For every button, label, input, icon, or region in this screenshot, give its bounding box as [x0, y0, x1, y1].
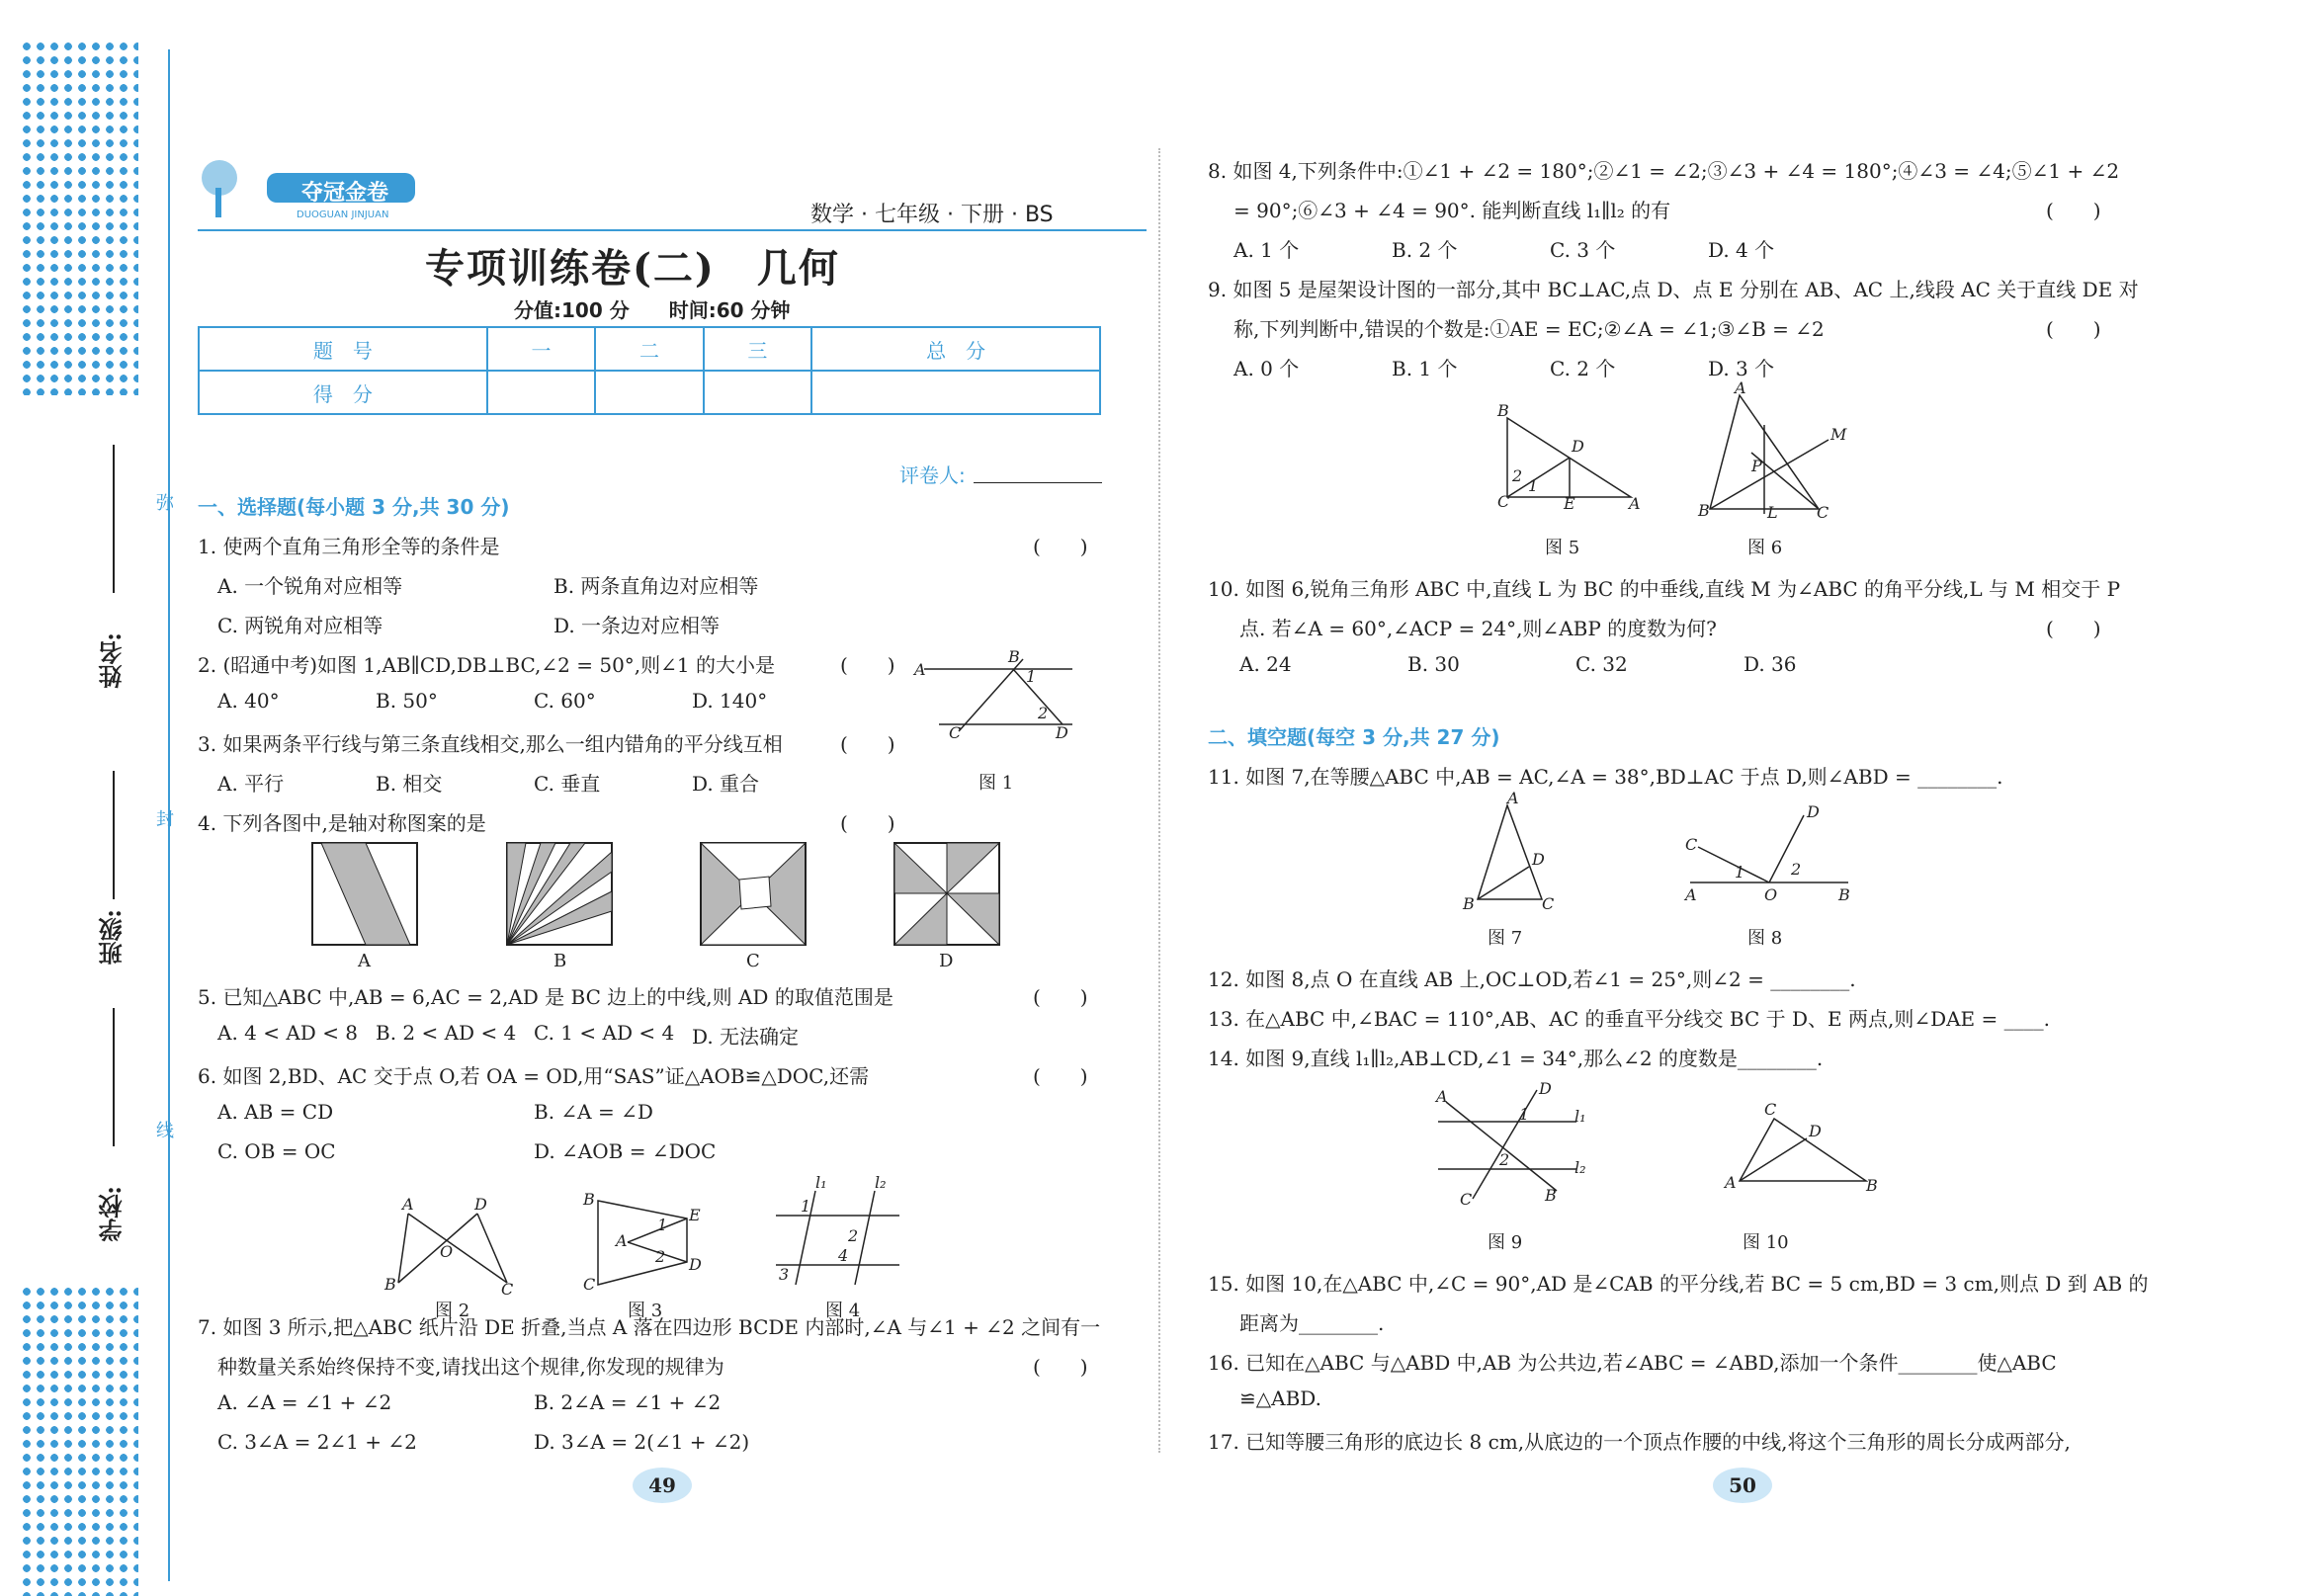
section-choice-title: 一、选择题(每小题 3 分,共 30 分)	[198, 495, 510, 519]
q5-option-b: B. 2 < AD < 4	[376, 1021, 517, 1045]
svg-text:B: B	[1497, 401, 1509, 420]
seal-mark-2: 封	[156, 809, 174, 830]
svg-text:C: C	[1685, 835, 1698, 854]
score-cell[interactable]	[595, 371, 703, 414]
svg-text:C: C	[1817, 503, 1829, 522]
svg-text:A: A	[1436, 1087, 1448, 1106]
figure-6-diagram	[1690, 378, 1847, 522]
svg-text:4: 4	[838, 1246, 849, 1265]
svg-text:B: B	[583, 1190, 595, 1209]
class-label: 班级:	[98, 909, 127, 966]
q3-option-a: A. 平行	[217, 772, 285, 796]
question-9: 9. 如图 5 是屋架设计图的一部分,其中 BC⊥AC,点 D、点 E 分别在 AB、AC 上,线段 AC 关于直线 DE 对	[1208, 278, 2139, 301]
q8-option-b: B. 2 个	[1392, 238, 1458, 262]
question-15-cont: 距离为________.	[1239, 1311, 1385, 1335]
score-row-label: 得 分	[199, 371, 487, 414]
svg-text:B: B	[1866, 1176, 1878, 1195]
svg-text:C: C	[1497, 492, 1510, 511]
q4-label-c: C	[746, 951, 760, 971]
grader-line	[974, 482, 1102, 483]
score-cell[interactable]	[811, 371, 1100, 414]
answer-paren-8: ( )	[2046, 199, 2101, 222]
seal-mark-3: 线	[156, 1121, 174, 1141]
question-8-cont: = 90°;⑥∠3 + ∠4 = 90°. 能判断直线 l₁∥l₂ 的有	[1234, 199, 1671, 222]
svg-text:B: B	[1698, 501, 1710, 520]
svg-text:D: D	[474, 1195, 487, 1214]
q4-pattern-c	[700, 842, 808, 946]
svg-text:l₂: l₂	[1574, 1158, 1586, 1177]
svg-text:C: C	[1542, 894, 1555, 913]
figure-3-diagram	[578, 1191, 717, 1295]
svg-text:A: A	[616, 1231, 628, 1250]
svg-text:A: A	[1685, 885, 1697, 904]
page-subtitle: 分值:100 分 时间:60 分钟	[514, 298, 791, 322]
brand-name: 夺冠金卷	[301, 181, 389, 206]
score-header-cell: 总 分	[811, 327, 1100, 371]
svg-text:L: L	[1767, 503, 1778, 522]
figure-3-caption: 图 3	[628, 1301, 663, 1321]
question-12: 12. 如图 8,点 O 在直线 AB 上,OC⊥OD,若∠1 = 25°,则∠2 = ________.	[1208, 967, 1856, 991]
figure-4-diagram	[771, 1173, 909, 1295]
svg-text:D: D	[1539, 1079, 1552, 1098]
svg-text:B: B	[1545, 1186, 1557, 1205]
svg-text:D: D	[1056, 723, 1068, 742]
svg-text:1: 1	[1519, 1105, 1530, 1124]
svg-text:A: A	[1725, 1173, 1737, 1192]
q2-option-a: A. 40°	[217, 689, 280, 713]
svg-text:1: 1	[1735, 863, 1745, 882]
page-title: 专项训练卷(二) 几何	[425, 245, 840, 292]
q10-option-d: D. 36	[1744, 652, 1797, 676]
question-14: 14. 如图 9,直线 l₁∥l₂,AB⊥CD,∠1 = 34°,那么∠2 的度数是________.	[1208, 1047, 1824, 1070]
question-2: 2. (昭通中考)如图 1,AB∥CD,DB⊥BC,∠2 = 50°,则∠1 的大小是	[198, 653, 776, 677]
svg-text:l₁: l₁	[815, 1173, 827, 1192]
answer-paren-3: ( )	[840, 732, 895, 756]
figure-10-diagram	[1720, 1097, 1878, 1196]
figure-1-diagram	[909, 647, 1077, 742]
score-header-cell: 二	[595, 327, 703, 371]
svg-text:B: B	[384, 1275, 396, 1294]
question-5: 5. 已知△ABC 中,AB = 6,AC = 2,AD 是 BC 边上的中线,则 AD 的取值范围是	[198, 985, 893, 1009]
q3-option-c: C. 垂直	[534, 772, 601, 796]
q10-option-b: B. 30	[1407, 652, 1460, 676]
svg-text:C: C	[1764, 1100, 1777, 1119]
svg-text:2: 2	[1038, 704, 1049, 722]
figure-5-caption: 图 5	[1545, 538, 1580, 558]
svg-text:B: B	[1838, 885, 1850, 904]
svg-text:D: D	[1532, 850, 1545, 869]
answer-paren-7: ( )	[1033, 1355, 1088, 1379]
svg-text:D: D	[689, 1255, 702, 1274]
grader-label: 评卷人:	[899, 463, 966, 487]
page-number-left: 49	[633, 1468, 692, 1503]
figure-9-caption: 图 9	[1488, 1232, 1523, 1253]
score-cell[interactable]	[704, 371, 811, 414]
q6-option-a: A. AB = CD	[217, 1100, 334, 1124]
svg-text:2: 2	[1512, 466, 1523, 485]
question-3: 3. 如果两条平行线与第三条直线相交,那么一组内错角的平分线互相	[198, 732, 783, 756]
svg-text:D: D	[1572, 437, 1584, 456]
svg-text:A: A	[1735, 378, 1746, 397]
svg-text:P: P	[1751, 457, 1762, 475]
page-number-right: 50	[1713, 1468, 1772, 1503]
q6-option-c: C. OB = OC	[217, 1139, 336, 1163]
svg-text:A: A	[402, 1195, 414, 1214]
q9-option-d: D. 3 个	[1708, 357, 1775, 380]
q4-label-a: A	[358, 951, 371, 971]
q5-option-a: A. 4 < AD < 8	[217, 1021, 359, 1045]
figure-7-diagram	[1453, 789, 1572, 914]
svg-text:A: A	[1629, 494, 1641, 513]
svg-text:3: 3	[779, 1265, 790, 1284]
svg-text:D: D	[1809, 1122, 1822, 1140]
figure-6-caption: 图 6	[1747, 538, 1783, 558]
svg-text:O: O	[1764, 885, 1778, 904]
q4-pattern-d	[893, 842, 1002, 946]
svg-text:2: 2	[848, 1226, 859, 1245]
score-value-row	[199, 371, 1100, 414]
q4-label-b: B	[553, 951, 567, 971]
svg-text:2: 2	[1791, 860, 1802, 879]
q9-option-b: B. 1 个	[1392, 357, 1458, 380]
q8-option-a: A. 1 个	[1234, 238, 1300, 262]
question-4: 4. 下列各图中,是轴对称图案的是	[198, 811, 486, 835]
answer-paren-10: ( )	[2046, 617, 2101, 640]
q1-option-d: D. 一条边对应相等	[553, 614, 721, 637]
class-line	[113, 771, 115, 899]
svg-text:C: C	[583, 1275, 596, 1294]
q2-option-b: B. 50°	[376, 689, 438, 713]
question-7: 7. 如图 3 所示,把△ABC 纸片沿 DE 折叠,当点 A 落在四边形 BCDE 内部时,∠A 与∠1 + ∠2 之间有一	[198, 1315, 1101, 1339]
q6-option-b: B. ∠A = ∠D	[534, 1100, 653, 1124]
answer-paren-2: ( )	[840, 653, 895, 677]
q1-option-a: A. 一个锐角对应相等	[217, 574, 403, 598]
q6-option-d: D. ∠AOB = ∠DOC	[534, 1139, 717, 1163]
figure-2-diagram	[381, 1195, 519, 1299]
figure-5-diagram	[1492, 400, 1641, 513]
figure-10-caption: 图 10	[1743, 1232, 1789, 1253]
binding-pattern-top	[20, 40, 138, 395]
question-17: 17. 已知等腰三角形的底边长 8 cm,从底边的一个顶点作腰的中线,将这个三角形的周长分成两部分,	[1208, 1430, 2071, 1454]
q7-option-d: D. 3∠A = 2(∠1 + ∠2)	[534, 1430, 750, 1454]
svg-text:M: M	[1830, 425, 1847, 444]
q2-option-d: D. 140°	[692, 689, 768, 713]
q10-option-c: C. 32	[1575, 652, 1628, 676]
question-13: 13. 在△ABC 中,∠BAC = 110°,AB、AC 的垂直平分线交 BC 于 D、E 两点,则∠DAE = ____.	[1208, 1007, 2050, 1031]
answer-paren-5: ( )	[1033, 985, 1088, 1009]
svg-text:B: B	[1463, 894, 1475, 913]
question-1: 1. 使两个直角三角形全等的条件是	[198, 535, 500, 558]
svg-text:C: C	[949, 723, 962, 742]
figure-8-caption: 图 8	[1747, 928, 1783, 949]
answer-paren-4: ( )	[840, 811, 895, 835]
svg-text:l₁: l₁	[1574, 1107, 1586, 1126]
subject-header: 数学 · 七年级 · 下册 · BS	[810, 203, 1054, 227]
svg-text:B: B	[1008, 647, 1020, 666]
section-fill-title: 二、填空题(每空 3 分,共 27 分)	[1208, 725, 1500, 749]
q4-label-d: D	[939, 951, 954, 971]
school-label: 学校:	[98, 1186, 127, 1242]
name-label: 姓名:	[98, 632, 127, 689]
q3-option-d: D. 重合	[692, 772, 760, 796]
svg-text:O: O	[440, 1242, 454, 1261]
score-header-cell: 题 号	[199, 327, 487, 371]
question-16-cont: ≌△ABD.	[1239, 1386, 1321, 1410]
figure-4-caption: 图 4	[825, 1301, 861, 1321]
svg-text:1: 1	[657, 1216, 668, 1234]
question-10-cont: 点. 若∠A = 60°,∠ACP = 24°,则∠ABP 的度数为何?	[1239, 617, 1717, 640]
question-9-cont: 称,下列判断中,错误的个数是:①AE = EC;②∠A = ∠1;③∠B = ∠2	[1234, 317, 1825, 341]
q8-option-d: D. 4 个	[1708, 238, 1775, 262]
figure-1-caption: 图 1	[978, 773, 1014, 794]
q3-option-b: B. 相交	[376, 772, 443, 796]
q5-option-c: C. 1 < AD < 4	[534, 1021, 675, 1045]
svg-text:l₂: l₂	[875, 1173, 887, 1192]
binding-pattern-bottom	[20, 1285, 138, 1596]
svg-text:1: 1	[1026, 667, 1037, 686]
figure-9-diagram	[1428, 1079, 1586, 1209]
question-10: 10. 如图 6,锐角三角形 ABC 中,直线 L 为 BC 的中垂线,直线 M 为∠ABC 的角平分线,L 与 M 相交于 P	[1208, 577, 2121, 601]
answer-paren-9: ( )	[2046, 317, 2101, 341]
svg-text:E: E	[689, 1206, 701, 1224]
brand-pinyin: DUOGUAN JINJUAN	[297, 210, 389, 220]
svg-text:C: C	[501, 1280, 514, 1299]
svg-text:2: 2	[1499, 1150, 1510, 1169]
question-15: 15. 如图 10,在△ABC 中,∠C = 90°,AD 是∠CAB 的平分线,若 BC = 5 cm,BD = 3 cm,则点 D 到 AB 的	[1208, 1272, 2149, 1296]
svg-text:C: C	[1460, 1190, 1473, 1209]
q2-option-c: C. 60°	[534, 689, 596, 713]
header-rule	[198, 229, 1147, 231]
q8-option-c: C. 3 个	[1550, 238, 1616, 262]
svg-text:D: D	[1807, 802, 1820, 821]
score-table	[198, 326, 1101, 415]
answer-paren-6: ( )	[1033, 1064, 1088, 1088]
svg-text:1: 1	[1528, 476, 1539, 495]
column-divider	[1158, 148, 1160, 1453]
question-16: 16. 已知在△ABC 与△ABD 中,AB 为公共边,若∠ABC = ∠ABD,添加一个条件________使△ABC	[1208, 1351, 2057, 1375]
svg-text:A: A	[1507, 789, 1519, 807]
score-header-row	[199, 327, 1100, 371]
q1-option-b: B. 两条直角边对应相等	[553, 574, 759, 598]
q5-option-d: D. 无法确定	[692, 1025, 800, 1049]
seal-mark-1: 弥	[156, 493, 174, 514]
question-7-cont: 种数量关系始终保持不变,请找出这个规律,你发现的规律为	[217, 1355, 724, 1379]
q1-option-c: C. 两锐角对应相等	[217, 614, 383, 637]
q9-option-c: C. 2 个	[1550, 357, 1616, 380]
answer-paren-1: ( )	[1033, 535, 1088, 558]
svg-text:1: 1	[801, 1197, 811, 1216]
q4-pattern-b	[506, 842, 615, 946]
figure-7-caption: 图 7	[1488, 928, 1523, 949]
svg-text:2: 2	[655, 1247, 666, 1266]
q7-option-b: B. 2∠A = ∠1 + ∠2	[534, 1390, 722, 1414]
q7-option-a: A. ∠A = ∠1 + ∠2	[217, 1390, 392, 1414]
svg-text:A: A	[914, 660, 926, 679]
question-8: 8. 如图 4,下列条件中:①∠1 + ∠2 = 180°;②∠1 = ∠2;③∠3 + ∠4 = 180°;④∠3 = ∠4;⑤∠1 + ∠2	[1208, 159, 2120, 183]
q7-option-c: C. 3∠A = 2∠1 + ∠2	[217, 1430, 417, 1454]
q10-option-a: A. 24	[1239, 652, 1292, 676]
question-11: 11. 如图 7,在等腰△ABC 中,AB = AC,∠A = 38°,BD⊥AC 于点 D,则∠ABD = ________.	[1208, 765, 2003, 789]
school-line	[113, 1008, 115, 1146]
figure-8-diagram	[1680, 802, 1858, 909]
q9-option-a: A. 0 个	[1234, 357, 1300, 380]
question-6: 6. 如图 2,BD、AC 交于点 O,若 OA = OD,用“SAS”证△AOB≌△DOC,还需	[198, 1064, 870, 1088]
q4-pattern-a	[311, 842, 420, 946]
score-header-cell: 三	[704, 327, 811, 371]
figure-2-caption: 图 2	[435, 1301, 470, 1321]
score-header-cell: 一	[487, 327, 595, 371]
score-cell[interactable]	[487, 371, 595, 414]
svg-text:E: E	[1564, 494, 1575, 513]
name-line	[113, 445, 115, 593]
